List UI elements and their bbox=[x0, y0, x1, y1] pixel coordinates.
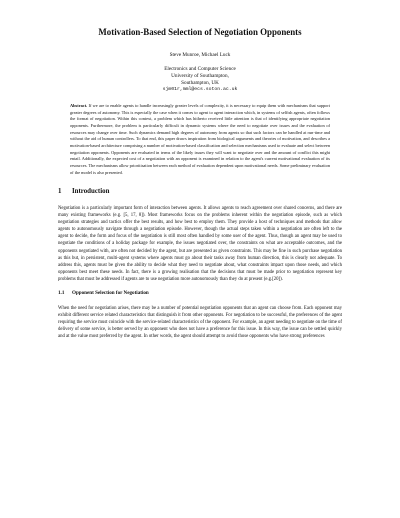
affiliation-block bbox=[58, 66, 342, 93]
subsection-heading-opponent-selection bbox=[58, 291, 342, 297]
paper-title: Motivation-Based Selection of Negotiation Opponents bbox=[98, 27, 302, 37]
abstract-text: If we are to enable agents to handle increasingly greater levels of complexity, it is necessary to equip them with mechanisms that support greater degrees of autonomy. This is especially the case when it comes to agent to agent interaction which, in systems of selfish agents, often follows the format of negotiation. Within this context, a problem which has hitherto received little attention is that of identifying appropriate negotiation opponents. Furthermore, the problem is particularly difficult in dynamic systems where the need to negotiate over issues and the evaluation of resources may change over time. Such dynamics demand high degrees of autonomy from agents so that such factors can be handled at run-time and without the aid of human controllers. To that end, this paper draws inspiration from biological arguments and theories of motivation, and describes a motivation-based architecture comprising a number of motivation-based classification and selection mechanisms used to evaluate and select between negotiation opponents. Opponents are evaluated in terms of the likely issues they will want to negotiate over and the amount of conflict this might entail. Additionally, the expected cost of a negotiation with an opponent is examined in relation to the agent's current motivational evaluation of its resources. The mechanisms allow prioritisation between each method of evaluation dependent upon motivational needs. Some preliminary evaluation of the model is also presented. bbox=[70, 103, 330, 175]
author-names: Steve Munroe, Michael Luck bbox=[169, 51, 231, 58]
introduction-paragraph: Negotiation is a particularly important form of interaction between agents. It allows agents to reach agreement over shared concerns, and there are many existing frameworks (e.g. [5, 17, 8]). Most frameworks focus on the problems inherent within the negotiation episode, such as which negotiation strategies and tactics offer the best results, and how best to employ them. They provide a host of techniques and methods that allow agents to autonomously navigate through a negotiation episode. However, though the actual steps taken within a negotiation are often left to the agent to decide, the form and focus of the negotiation is still most often handled by some user of the agent. Thus, though an agent may be used to negotiate the conditions of a holiday package for example, the issues negotiated over, the constraints on what are acceptable outcomes, and the opponents negotiated with, are often not decided by the agent, but are presented as given constraints. This may be fine in such purchase negotiation as this but, in persistent, multi-agent systems where agents must go about their tasks away from human direction, this is clearly not adequate. To address this, agents must be given the ability to decide what they need to negotiate about, what constraints impact upon those needs, and which opponents best meet these needs. In fact, there is a growing realisation that the decisions that must be made prior to negotiation represent key problems that must be addressed if agents are to use negotiation more autonomously than they do at present (e.g.[20]). bbox=[58, 205, 342, 283]
affiliation-line: Southampton, UK bbox=[181, 79, 219, 86]
affiliation-line: University of Southampton, bbox=[171, 72, 229, 79]
subsection-number: 1.1 bbox=[58, 290, 65, 297]
author-email: sjm01r,mml@ecs.soton.ac.uk bbox=[162, 86, 238, 92]
abstract bbox=[70, 103, 330, 176]
subsection-title: Opponent Selection for Negotiation bbox=[72, 290, 149, 297]
section-number: 1 bbox=[58, 188, 62, 196]
opponent-selection-paragraph: When the need for negotiation arises, there may be a number of potential negotiation opponents that an agent can choose from. Each opponent may exhibit different service related characteristics that distinguish it from other opponents. For negotiation to be successful, the preferences of the agent requiring the service must coincide with the service-related characteristics of the opponent. For example, an agent needing to negotiate on the time of delivery of some service, is better served by an opponent who does not have a preference for this issue. In this way, the issue can be settled quickly and at the value most preferred by the agent. In other words, the agent should attempt to avoid those opponents who have strong preferences bbox=[58, 305, 342, 340]
abstract-label: Abstract. bbox=[70, 103, 88, 109]
section-title: Introduction bbox=[72, 188, 110, 196]
affiliation-line: Electronics and Computer Science bbox=[164, 66, 236, 73]
section-heading-introduction bbox=[58, 188, 342, 196]
